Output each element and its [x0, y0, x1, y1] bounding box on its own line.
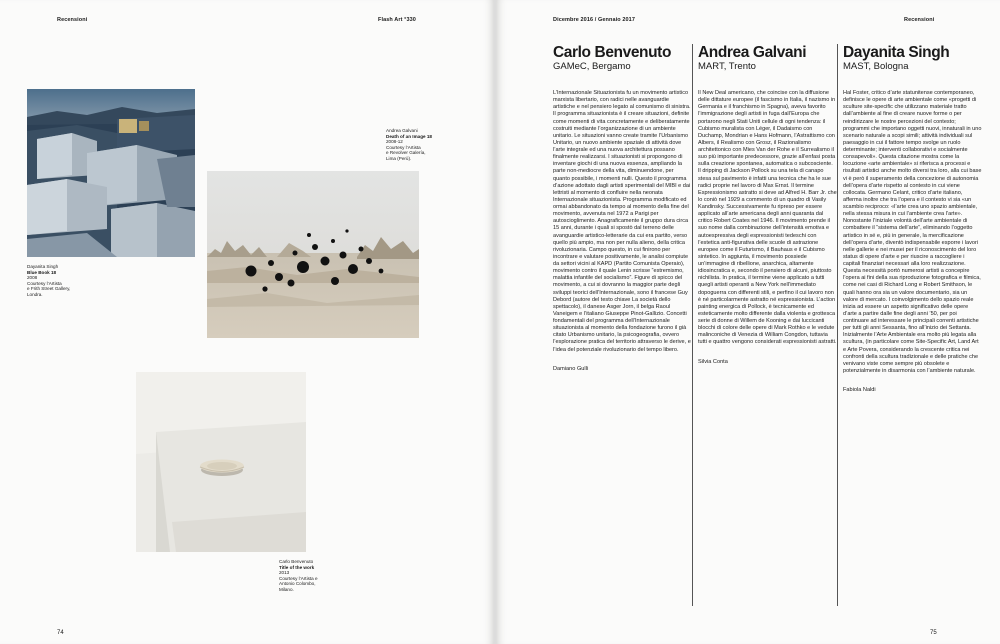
review-author: Fabiola Naldi [843, 387, 876, 393]
caption-title: Title of the work [279, 564, 315, 570]
review-artist-name: Carlo Benvenuto [553, 44, 672, 61]
caption-line: Lima (Perù). [386, 155, 412, 161]
caption-line: 2013 [279, 570, 290, 576]
photo-blue-book [27, 89, 195, 257]
section-header: Recensioni [904, 17, 935, 23]
issue-date-header: Dicembre 2016 / Gennaio 2017 [553, 17, 635, 23]
section-header: Recensioni [57, 17, 88, 23]
caption-singh [27, 264, 70, 298]
review-venue: MART, Trento [698, 61, 756, 72]
left-page [0, 0, 494, 644]
caption-line: e Frith Street Gallery, [27, 286, 71, 292]
review-author: Silvia Conta [698, 358, 728, 365]
photo-death-of-an-image [207, 171, 419, 338]
review-body: Il New Deal americano, che coincise con la diffusione delle dittature europee (il fascismo in Italia, il nazismo in Germania e il franchismo in Spagna), aveva favorito l’immigrazione degli artisti in fuga dall’Europa che portarono negli Stati Uniti cellule di ogni tendenza: il Cubismo muralista con Léger, il Dadaismo con Duchamp, Mondrian e Hans Hofmann, l’Astrattismo con Albers, il Realismo con Grosz, il Razionalismo architettonico con Mies Van der Rohe e il Surrealismo il suo più importante predecessore, grazie all’enfasi posta sulla creazione spontanea, automatica o subcosciente. Il dripping di Jackson Pollock su una tela di canapo stesa sul pavimento è infatti una tecnica che ha le sue radici proprie nel lavoro di Max Ernst. Il termine Espressionismo astratto si deve ad Alfred H. Barr Jr. che lo coniò nel 1929 a commento di un quadro di Vasily Kandinsky. Successivamente fu ripreso per essere applicato all’arte americana degli anni quaranta dal critico Robert Coates nel 1946. Il movimento prende il suo nome dalla combinazione dell’intensità emotiva e autoespressiva degli espressionisti tedeschi con l’estetica anti-figurativa delle scuole di astrazione europee come il Futurismo, il Bauhaus e il Cubismo sintetico. In aggiunta, il movimento possiede un’immagine di ribellione, anarchica, altamente idiosincratica e, secondo il pensiero di alcuni, piuttosto nichilista. In pratica, il termine viene applicato a tutti quegli artisti operanti a New York nell’immediato dopoguerra con differenti stili, e perfino il cui lavoro non è né particolarmente astratto né espressionista. L’action painting energica di Pollock, è tecnicamente ed esteticamente molto differente dalla violenta e grottesca serie di donne di Willem de Kooning e dai luccicanti blocchi di colore delle opere di Mark Rothko e le vedute malinconiche di Venezia di William Congdon, tuttavia tutti e quattro vengono considerati espressionisti astratti. [698, 90, 837, 346]
caption-line: Milano. [279, 586, 294, 592]
caption-galvani [386, 128, 432, 162]
review-author: Damiano Gulli [553, 365, 589, 372]
caption-line: e Revolver Galería, [386, 150, 426, 156]
review-venue: GAMeC, Bergamo [553, 61, 631, 72]
review-column-galvani [698, 44, 837, 365]
caption-title: Blue Book 18 [27, 269, 57, 275]
review-body: L’Internazionale Situazionista fu un movimento artistico marxista libertario, con radici nelle avanguardie artistiche e nel pensiero legato al comunismo di sinistra. Il programma situazionista è il creare situazioni, definite come momenti di vita concretamente e deliberatamente costruiti mediante l’organizzazione di un ambiente unitario. Le situazioni vanno create tramite l’Urbanismo Unitario, un nuovo ambiente spaziale di attività dove l’arte integrale ed una nuova architettura possano finalmente realizzarsi. I situazionisti si propongono di inventare giochi di una nuova essenza, ampliando la parte non-mediocre della vita, diminuendone, per quanto possibile, i momenti nulli. Questo il programma d’azione adottato dagli artisti sperimentali del MIBI e dai lettristi al momento di confluire nella neonata Internazionale situazionista. Programma modificato ed ormai abbandonato da tempo al momento della fine del movimento, avvenuta nel 1972 a Parigi per autoscioglimento. Anagraficamente il gruppo dura circa 15 anni, durante i quali si spostò dal terreno delle avanguardie artistico-letterarie da cui era partito, verso quello più ampio, ma non per nulla alieno, della critica rivoluzionaria. Campo questo, in cui finirono per incontrare e valutare positivamente, le analisi compiute da settori vicini al KAPD (Partito Comunista Operaio), movimento contro il quale Lenin scrisse “estremismo, malattia infantile del socialismo”. Figure di spicco del movimento, a cui si dovranno la maggior parte degli sviluppi teorici dell’Internazionale, sono il francese Guy Debord (autore del testo chiave La società dello spettacolo), il danese Asger Jorn, il belga Raoul Vaneigem e l’italiano Giuseppe Pinot-Gallizio. Concetti fondamentali del programma dell’Internazionale situazionista al momento della fondazione furono il già citato Urbanismo unitario, la psicogeografia, ovvero l’esplorazione pratica del territorio attraverso le derive, e l’idea del potenziale rivoluzionario del tempo libero. [553, 90, 691, 353]
page-number: 75 [930, 630, 937, 636]
caption-title: Death of an Image 18 [386, 133, 432, 139]
review-venue: MAST, Bologna [843, 61, 909, 72]
photo-title-of-the-work [136, 372, 306, 552]
page-number: 74 [57, 630, 64, 636]
review-column-singh [843, 44, 982, 393]
caption-line: 2008-12 [386, 139, 403, 145]
column-divider [692, 44, 693, 606]
plate-still-life-image [136, 372, 306, 552]
caption-artist: Carlo Benvenuto [279, 559, 314, 564]
caption-line: Antonio Colombo, [279, 581, 316, 587]
caption-line: 2008 [27, 275, 38, 281]
review-artist-name: Andrea Galvani [698, 44, 807, 61]
desert-spheres-image [207, 171, 419, 338]
review-artist-name: Dayanita Singh [843, 44, 950, 61]
right-page [496, 0, 1000, 644]
caption-line: Courtesy l’Artista [386, 144, 421, 150]
magazine-issue-header: Flash Art °330 [378, 17, 416, 23]
review-body: Hal Foster, critico d’arte statunitense contemporaneo, definisce le opere di arte ambientale come «progetti di sculture site-specific che utilizzano materiale tratto dall’ambiente al fine di creare nuove forme o per reindirizzare le nostre percezioni del contesto; programmi che importano oggetti nuovi, innaturali in uno scenario naturale a scopi simili; attività individuali sul paesaggio in cui il fattore tempo svolge un ruolo determinante; interventi collaborativi e socialmente consapevoli». Questa citazione mostra come la locuzione «arte ambientale» si riferisca a processi e risultati artistici anche molto diversi tra loro, alla cui base vi è però il superamento della concezione di autonomia dell’opera d’arte rispetto al contesto in cui viene collocata. Germano Celant, critico d’arte italiano, afferma inoltre che tra l’opera e il contesto vi sia «un scambio reciproco: «l’arte crea uno spazio ambientale, nella stessa misura in cui l’ambiente crea l’arte». Nonostante l’iniziale volontà dell’arte ambientale di combattere il “sistema dell’arte”, eliminando l’oggetto artistico in sé e, più in generale, la mercificazione dell’opera d’arte, diventò indispensabile esporre i lavori nelle gallerie e nei musei per il riconoscimento del loro status di opere d’arte e per riuscire a raccogliere i capitali finanziari necessari alla loro realizzazione. Questa necessità portò numerosi artisti a concepire l’opera ai fini della sua riproduzione fotografica e filmica, come nei casi di Richard Long e Robert Smithson, le quali hanno ora sia un valore documentario, sia un valore di mercato. I coinvolgimento dello spazio reale inizia ad essere un aspetto significativo delle opere d’arte a partire dalle fine degli anni ’50, per poi continuare ad interessare le principali correnti artistiche per tutti gli anni Sessanta, fino all’inizio dei Settanta. Inizialmente l’Arte Ambientale era molto più legata alla scultura, (in particolare come Site-Specific Art, Land Art e Arte Povera, considerando la crescente critica nei confronti della scultura tradizionale e delle pratiche che venivano viste come sempre più obsolete e potenzialmente in disarmonia con l’ambiente naturale. [843, 90, 982, 374]
caption-line: Courtesy l’Artista [27, 280, 62, 286]
caption-benvenuto [279, 559, 318, 593]
column-divider [837, 44, 838, 606]
caption-line: Courtesy l’Artista e [279, 575, 318, 581]
review-column-benvenuto [553, 44, 692, 372]
caption-artist: Andrea Galvani [386, 128, 418, 133]
caption-artist: Dayanita Singh [27, 264, 59, 269]
caption-line: Londra. [27, 291, 43, 297]
industrial-landscape-image [27, 89, 195, 257]
